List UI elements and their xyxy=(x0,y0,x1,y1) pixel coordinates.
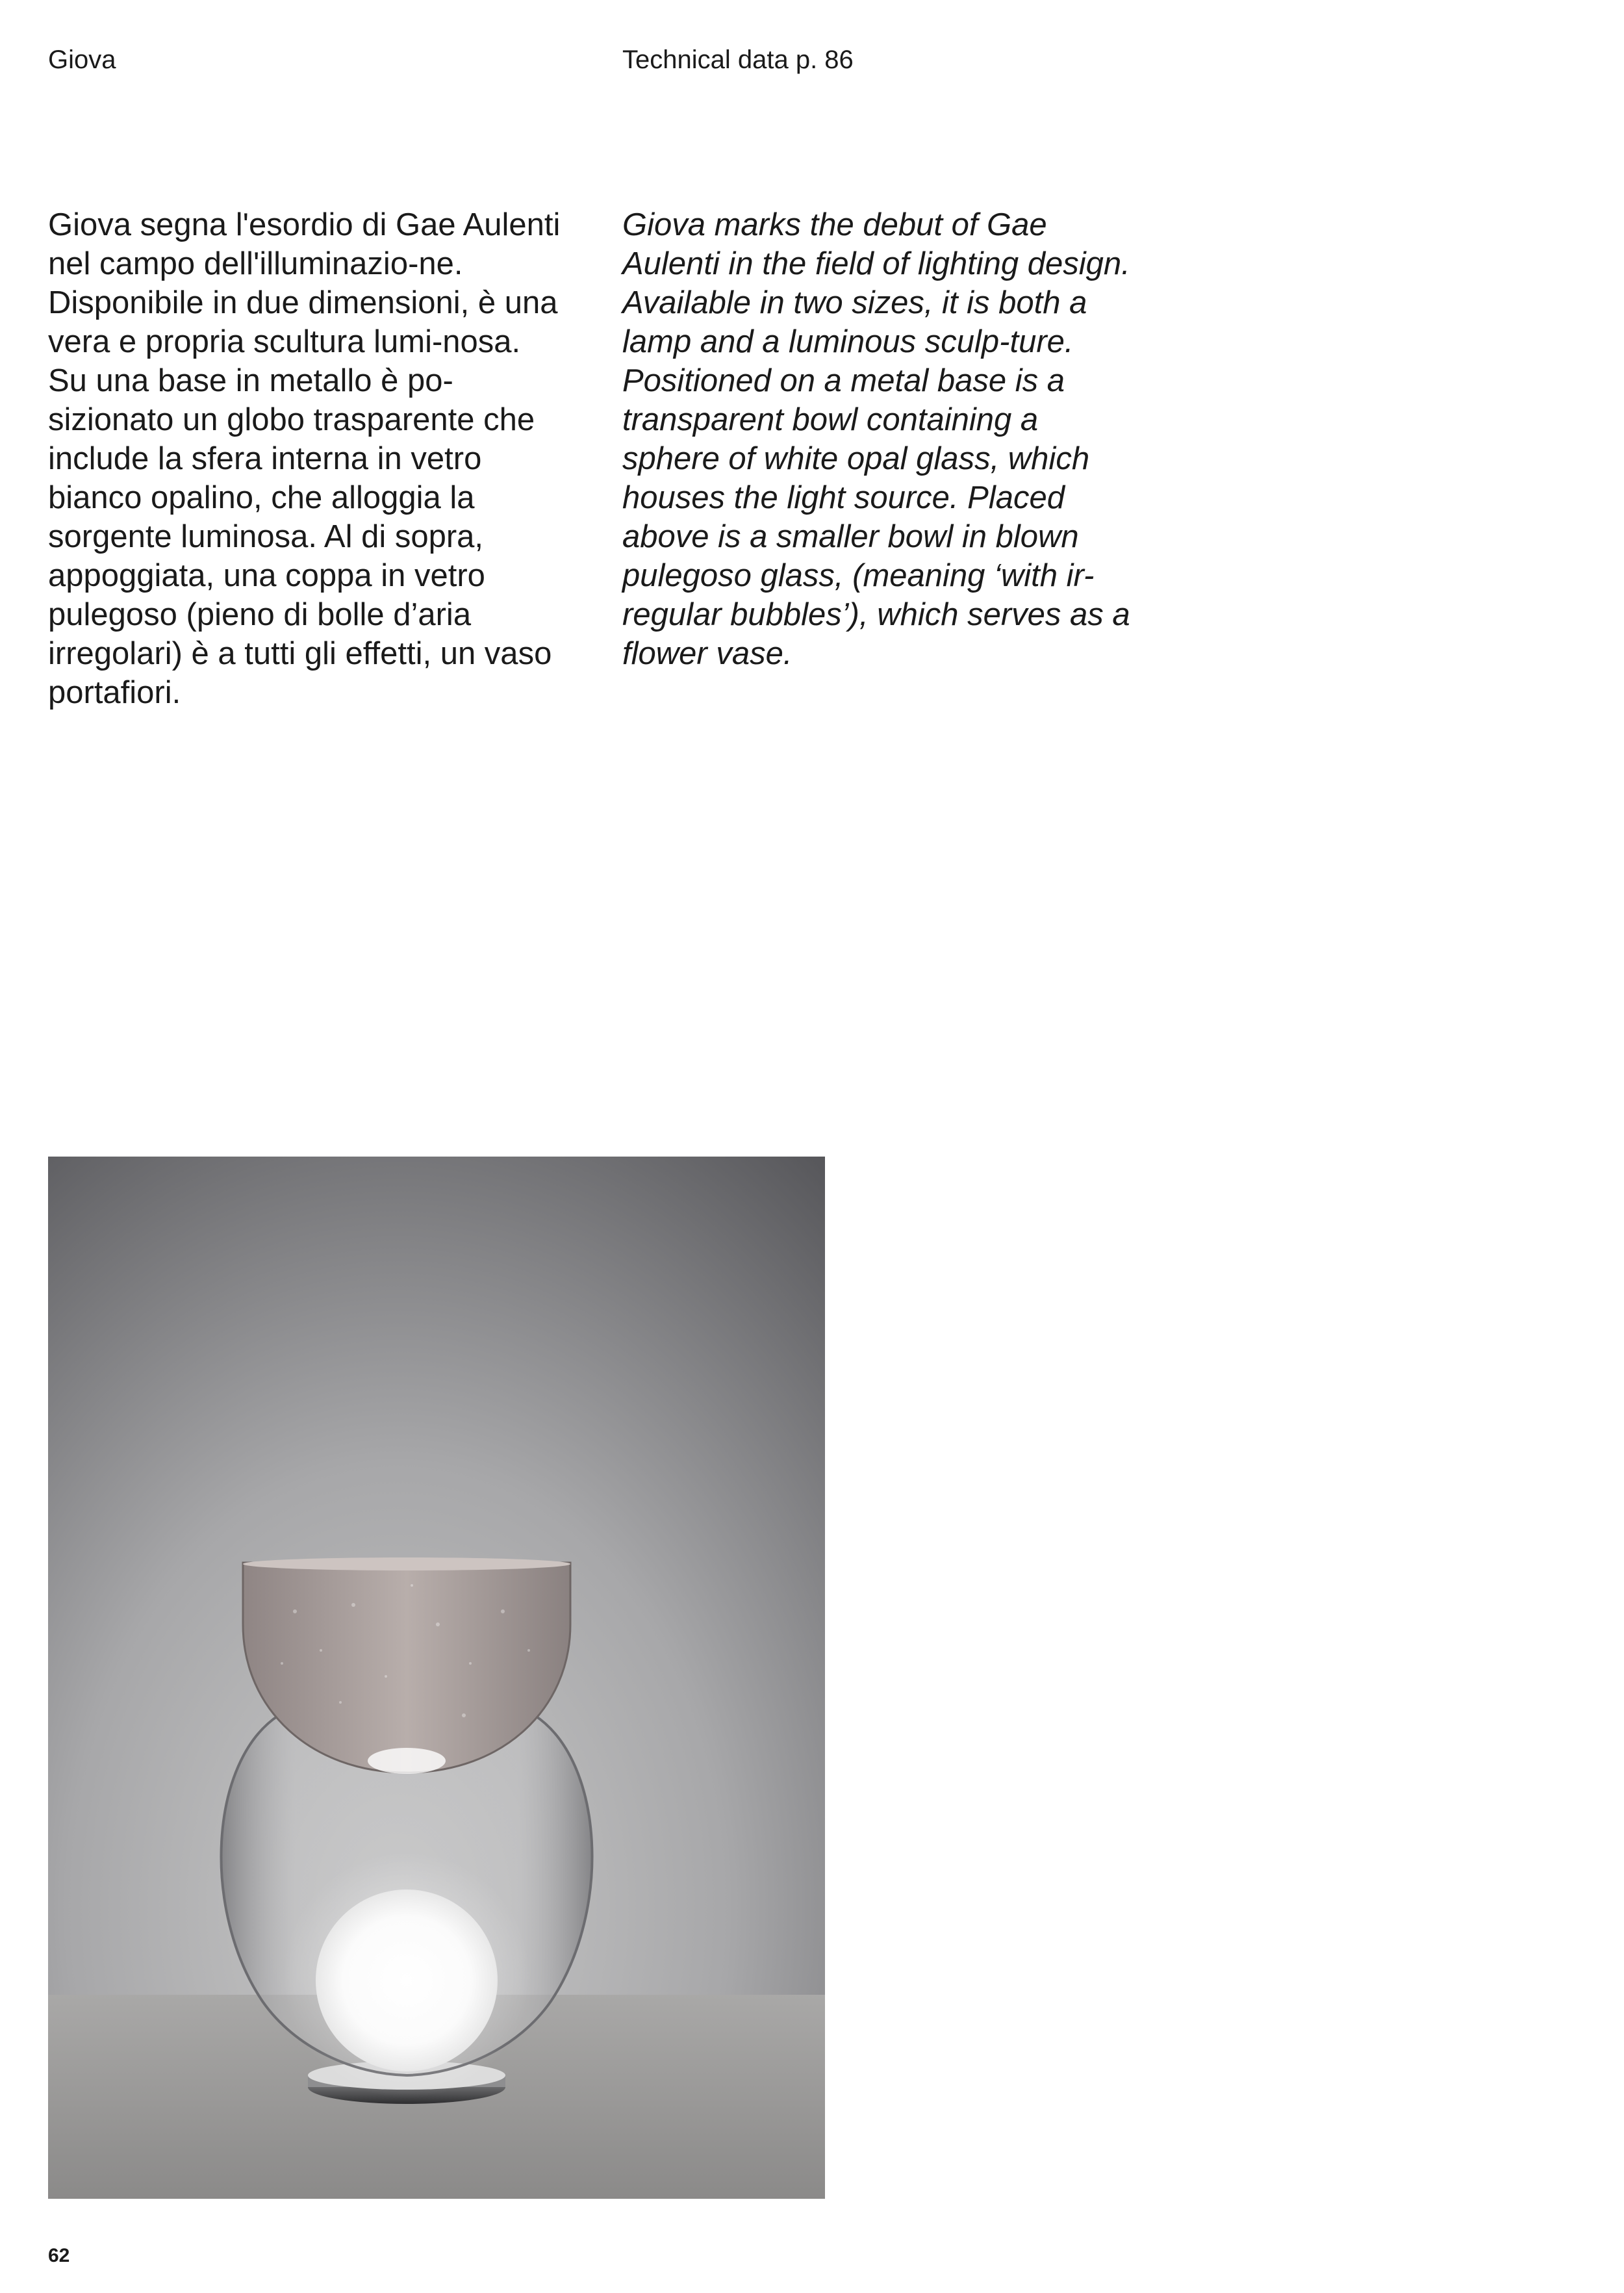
page-number: 62 xyxy=(48,2245,70,2266)
italian-paragraph: Giova segna l'esordio di Gae Aulenti nel campo dell'illuminazio-ne. Disponibile in due dimensioni, è una vera e propria scultura lumi-nosa. Su una base in metallo è po-sizionato un globo trasparente che include la sfera interna in vetro bianco opalino, che alloggia la sorgente luminosa. Al di sopra, appoggiata, una coppa in vetro pulegoso (pieno di bolle d’aria irregolari) è a tutti gli effetti, un vaso portafiori. xyxy=(48,207,561,710)
english-paragraph: Giova marks the debut of Gae Aulenti in the field of lighting design. Available in two sizes, it is both a lamp and a luminous sculp-ture. Positioned on a metal base is a transparent bowl containing a sphere of white opal glass, which houses the light source. Placed above is a smaller bowl in blown pulegoso glass, (meaning ‘with ir-regular bubbles’), which serves as a flower vase. xyxy=(622,207,1130,671)
technical-data-reference: Technical data p. 86 xyxy=(622,45,854,74)
product-photo-giova-lamp xyxy=(48,1157,825,2199)
english-description xyxy=(622,205,1142,673)
document-title: Giova xyxy=(48,45,116,74)
italian-description xyxy=(48,205,568,712)
